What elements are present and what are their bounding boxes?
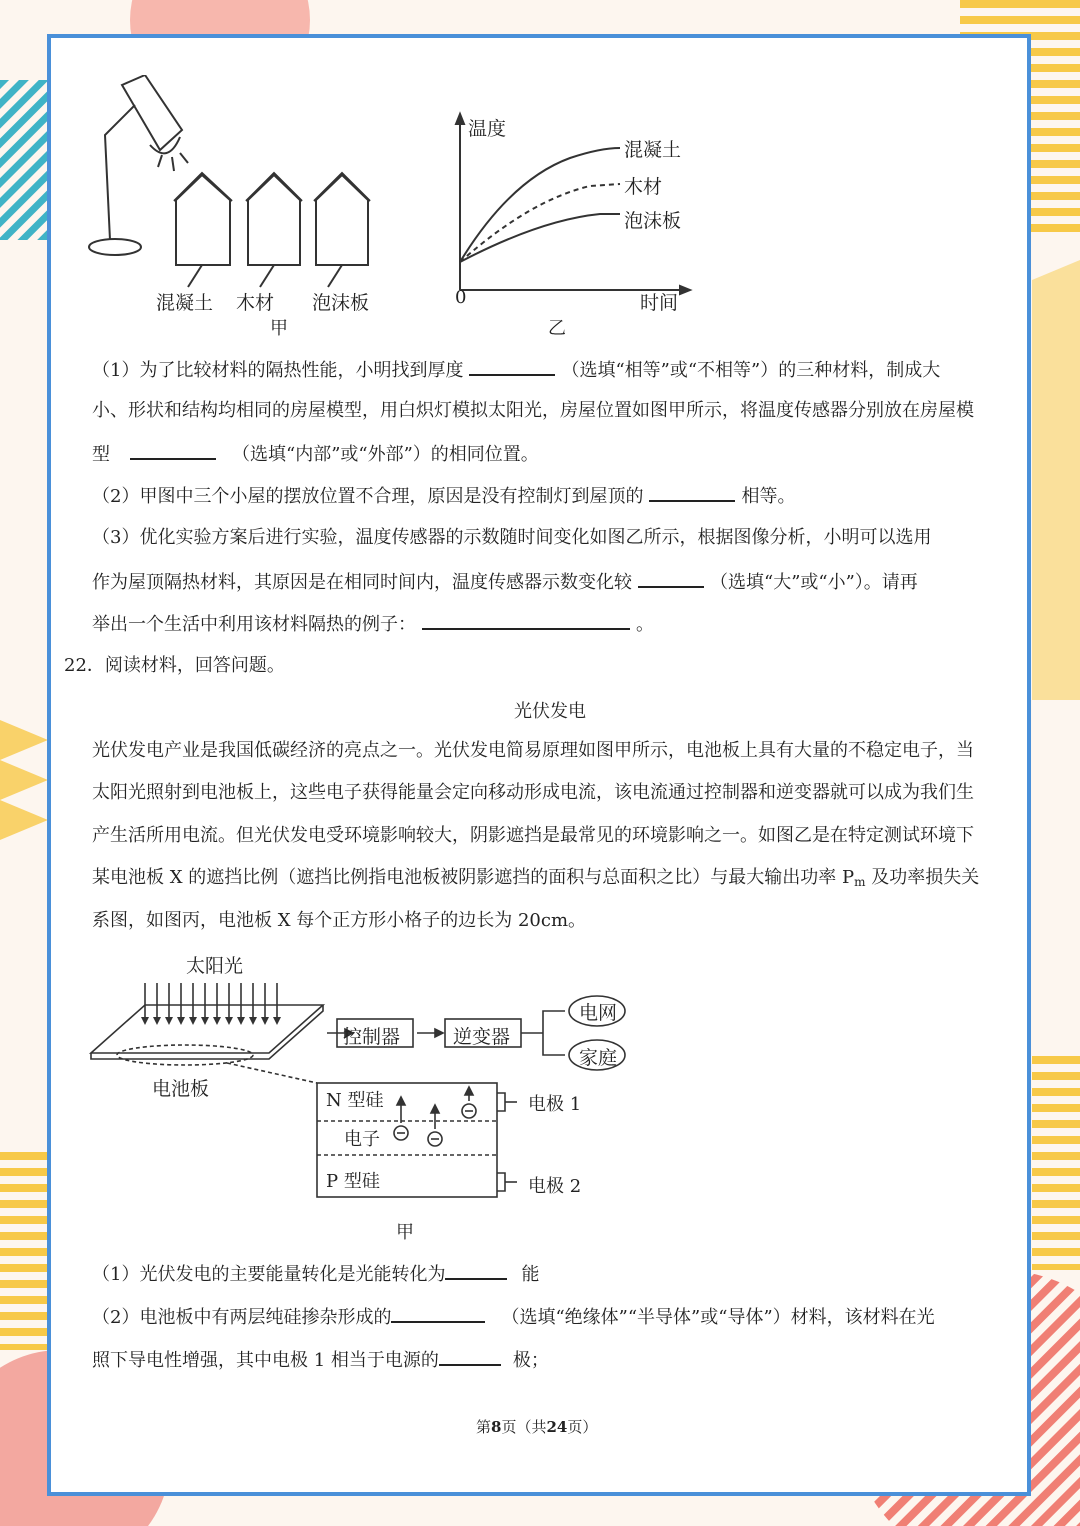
label-home: 家庭 [579,1047,618,1069]
answer-blank-pole[interactable] [439,1348,501,1366]
answer-blank-distance[interactable] [649,484,735,502]
curve-concrete [460,148,620,262]
graph-origin: 0 [455,287,467,308]
label-inverter: 逆变器 [453,1026,511,1048]
q22-para-line4: 某电池板 X 的遮挡比例（遮挡比例指电池板被阴影遮挡的面积与总面积之比）与最大输出功率 $P_m$ 及功率损失关 [92,867,980,889]
q21-part3-line3: 举出一个生活中利用该材料隔热的例子： 。 [92,614,654,635]
answer-blank-change[interactable] [638,570,704,588]
q21-part3-line1: （3）优化实验方案后进行实验，温度传感器的示数随时间变化如图乙所示，根据图像分析，小明可以选用 [92,527,932,548]
graph-xlabel: 时间 [640,292,679,314]
house-label-wood: 木材 [236,292,275,314]
diagram-caption-jia: 甲 [396,1222,414,1243]
label-p-silicon: P 型硅 [326,1171,380,1192]
answer-blank-position[interactable] [130,442,216,460]
label-grid: 电网 [579,1002,618,1024]
house-label-foam: 泡沫板 [312,292,370,314]
q21-part1-line1: （1）为了比较材料的隔热性能，小明找到厚度 （选填“相等”或“不相等”）的三种材料，制成大 [92,360,941,381]
q22-para-line3: 产生活所用电流。但光伏发电受环境影响较大，阴影遮挡是最常见的环境影响之一。如图乙是在特定测试环境下 [92,825,974,846]
q22-header: 22．阅读材料，回答问题。 [64,655,285,676]
q21-part1-line3: 型 （选填“内部”或“外部”）的相同位置。 [92,444,539,465]
label-controller: 控制器 [343,1026,401,1048]
graph-ylabel: 温度 [468,118,507,140]
graph-legend-wood: 木材 [624,176,663,198]
figure-caption-jia: 甲 [270,318,288,339]
label-electrode-2: 电极 2 [528,1176,582,1197]
q22-para-line2: 太阳光照射到电池板上，这些电子获得能量会定向移动形成电流，该电流通过控制器和逆变器就可以成为我们生 [92,782,974,803]
sunlight-arrows [145,983,277,1019]
q22-title: 光伏发电 [514,701,586,722]
graph-legend-foam: 泡沫板 [624,210,682,232]
label-panel: 电池板 [152,1078,210,1100]
total-pages: 24 [546,1418,568,1436]
q22-sub1: （1）光伏发电的主要能量转化是光能转化为 能 [92,1264,540,1285]
figure-caption-yi: 乙 [548,318,566,339]
answer-blank-material[interactable] [391,1305,485,1323]
curve-foam [460,214,620,262]
answer-blank-energy[interactable] [445,1262,507,1280]
q22-sub2-line1: （2）电池板中有两层纯硅掺杂形成的 （选填“绝缘体”“半导体”或“导体”）材料，该材料在光 [92,1307,935,1328]
graph-legend-concrete: 混凝土 [624,139,682,161]
q22-para-line5: 系图，如图丙，电池板 X 每个正方形小格子的边长为 20cm。 [92,910,587,931]
q21-part1-line2: 小、形状和结构均相同的房屋模型，用白炽灯模拟太阳光，房屋位置如图甲所示，将温度传感器分别放在房屋模 [92,400,974,421]
answer-blank-thickness[interactable] [469,358,555,376]
house-label-concrete: 混凝土 [156,292,214,314]
q21-part3-line2: 作为屋顶隔热材料，其原因是在相同时间内，温度传感器示数变化较 （选填“大”或“小”）。请再 [92,572,918,593]
q22-sub2-line2: 照下导电性增强，其中电极 1 相当于电源的 极； [92,1350,549,1371]
answer-blank-example[interactable] [422,612,630,630]
label-sunlight: 太阳光 [186,955,244,977]
label-n-silicon: N 型硅 [326,1090,384,1111]
label-electron: 电子 [344,1129,380,1150]
page-footer: 第8页（共24页） [476,1418,598,1436]
current-page: 8 [491,1418,502,1436]
label-electrode-1: 电极 1 [528,1094,582,1115]
q21-part2: （2）甲图中三个小屋的摆放位置不合理，原因是没有控制灯到屋顶的 相等。 [92,486,796,507]
q22-para-line1: 光伏发电产业是我国低碳经济的亮点之一。光伏发电简易原理如图甲所示，电池板上具有大量的不稳定电子，当 [92,740,974,761]
